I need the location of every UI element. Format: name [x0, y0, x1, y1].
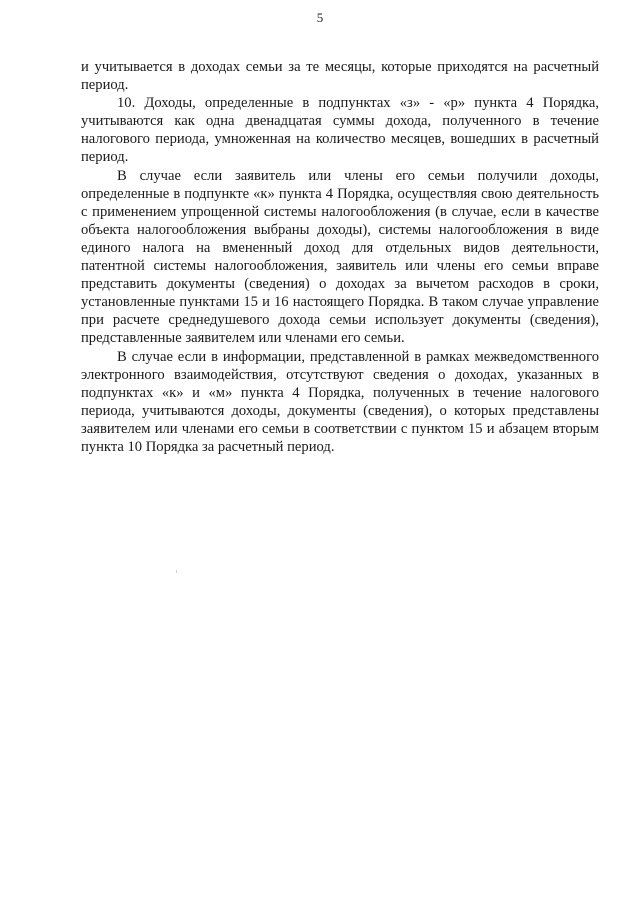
- document-body: [81, 58, 599, 456]
- scan-speck: [176, 570, 177, 573]
- paragraph-continuation: и учитывается в доходах семьи за те месяцы, которые приходятся на расчетный период.: [81, 59, 599, 94]
- paragraph-interagency-info: В случае если в информации, представленной в рамках межведомственного электронного взаимодействия, отсутствуют сведения о доходах, указанных в подпунктах «к» и «м» пункта 4 Порядка, полученных в течение налогового периода, учитываются доходы, документы (сведения), о которых представлены заявителем или членами его семьи в соответствии с пунктом 15 и абзацем вторым пункта 10 Порядка за расчетный период.: [81, 348, 599, 455]
- page-number: 5: [316, 10, 324, 25]
- paragraph-item-10: 10. Доходы, определенные в подпунктах «з» - «р» пункта 4 Порядка, учитываются как одна двенадцатая суммы дохода, полученного в течение налогового периода, умноженная на количество месяцев, вошедших в расчетный период.: [81, 95, 599, 166]
- paragraph-simplified-tax: В случае если заявитель или члены его семьи получили доходы, определенные в подпункте «к» пункта 4 Порядка, осуществляя свою деятельность с применением упрощенной системы налогообложения (в случае, если в качестве объекта налогообложения выбраны доходы), системы налогообложения в виде единого налога на вмененный доход для отдельных видов деятельности, патентной системы налогообложения, заявитель или члены его семьи вправе представить документы (сведения) о доходах за вычетом расходов в сроки, установленные пунктами 15 и 16 настоящего Порядка. В таком случае управление при расчете среднедушевого дохода семьи использует документы (сведения), представленные заявителем или членами его семьи.: [81, 167, 599, 347]
